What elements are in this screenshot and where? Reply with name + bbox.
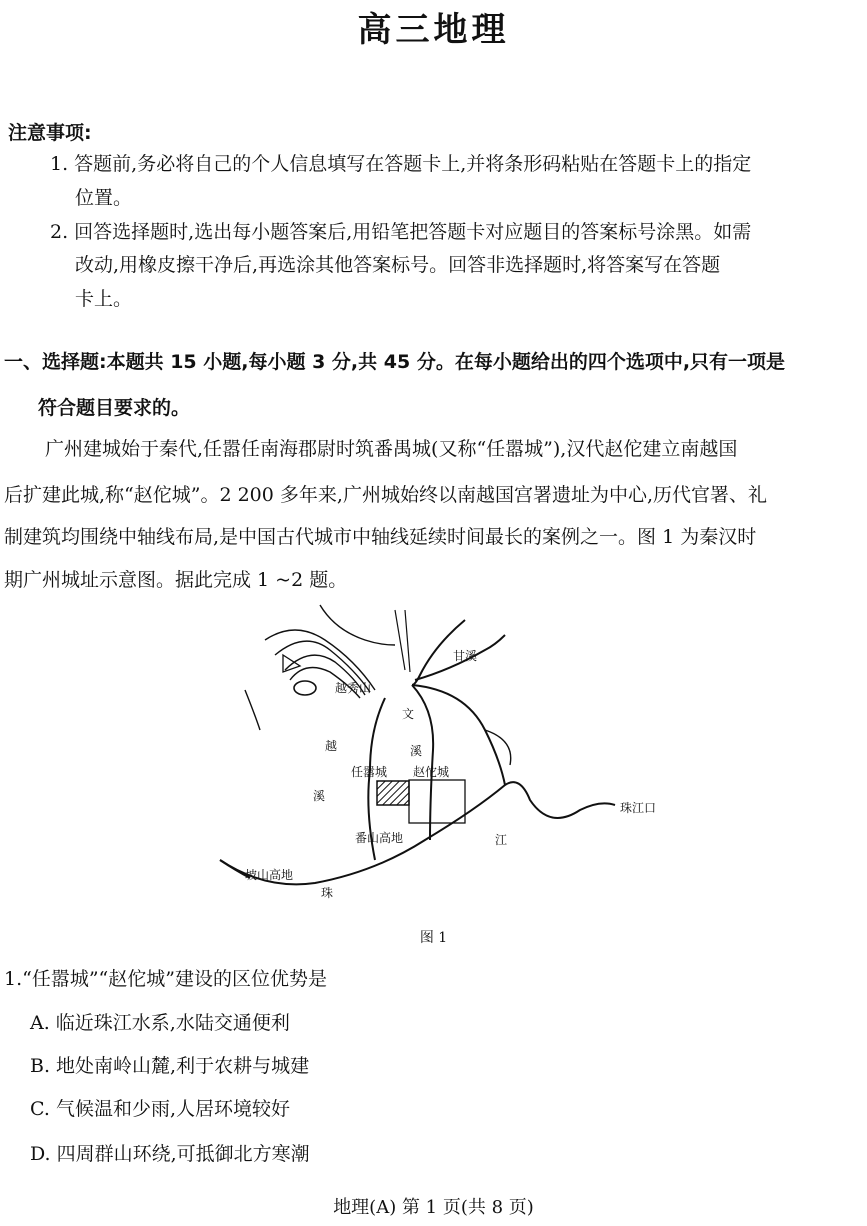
notice-item-2-line-2: 改动,用橡皮擦干净后,再选涂其他答案标号。回答非选择题时,将答案写在答题 bbox=[75, 254, 721, 276]
question-1-option-c: C. 气候温和少雨,人居环境较好 bbox=[30, 1098, 290, 1120]
notice-item-2-line-1: 2. 回答选择题时,选出每小题答案后,用铅笔把答题卡对应题目的答案标号涂黑。如需 bbox=[50, 221, 752, 243]
label-xi-1: 溪 bbox=[410, 744, 423, 758]
stream-north-2 bbox=[405, 610, 410, 672]
label-yue: 越 bbox=[325, 739, 338, 753]
label-panyu-gaodi: 番山高地 bbox=[355, 831, 404, 845]
label-ganxi: 甘溪 bbox=[453, 649, 478, 663]
label-xi-2: 溪 bbox=[313, 789, 326, 803]
notice-item-2-line-3: 卡上。 bbox=[75, 288, 133, 310]
stream-wenxi bbox=[412, 685, 433, 840]
renxiao-city-site bbox=[377, 781, 409, 805]
label-renxiaocheng: 任嚣城 bbox=[351, 765, 388, 779]
section-heading-line-1: 一、选择题:本题共 15 小题,每小题 3 分,共 45 分。在每小题给出的四个选项中,只有一项是 bbox=[4, 351, 786, 373]
west-arc bbox=[245, 690, 260, 730]
notice-item-1-line-2: 位置。 bbox=[75, 187, 133, 209]
notice-heading: 注意事项: bbox=[8, 122, 92, 144]
passage-line-1: 广州建城始于秦代,任嚣任南海郡尉时筑番禺城(又称“任嚣城”),汉代赵佗建立南越国 bbox=[45, 438, 738, 460]
north-arc bbox=[320, 605, 395, 645]
question-1-option-b: B. 地处南岭山麓,利于农耕与城建 bbox=[30, 1055, 310, 1077]
label-zhaotuocheng: 赵佗城 bbox=[413, 765, 450, 779]
label-zhujiangkou: 珠江口 bbox=[620, 801, 657, 815]
label-yuexiushan: 越秀山 bbox=[335, 681, 372, 695]
label-poshan-gaodi: 坡山高地 bbox=[245, 868, 294, 882]
passage-line-3: 制建筑均围绕中轴线布局,是中国古代城市中轴线延续时间最长的案例之一。图 1 为秦汉时 bbox=[4, 526, 757, 548]
question-1-stem: 1.“任嚣城”“赵佗城”建设的区位优势是 bbox=[4, 968, 327, 990]
passage-line-4: 期广州城址示意图。据此完成 1 ~2 题。 bbox=[4, 569, 348, 591]
section-heading-line-2: 符合题目要求的。 bbox=[38, 397, 191, 419]
stream-north-1 bbox=[395, 610, 405, 670]
notice-item-1-line-1: 1. 答题前,务必将自己的个人信息填写在答题卡上,并将条形码粘贴在答题卡上的指定 bbox=[50, 153, 752, 175]
label-zhu: 珠 bbox=[321, 886, 334, 900]
guangzhou-site-map bbox=[205, 600, 685, 920]
passage-line-2: 后扩建此城,称“赵佗城”。2 200 多年来,广州城始终以南越国宫署遗址为中心,历代官署、礼 bbox=[4, 484, 767, 506]
yuexiu-hill-peak bbox=[294, 681, 316, 695]
question-1-option-d: D. 四周群山环绕,可抵御北方寒潮 bbox=[30, 1143, 310, 1165]
figure-caption: 图 1 bbox=[419, 930, 448, 946]
page-title: 高三地理 bbox=[357, 10, 510, 50]
page-footer: 地理(A) 第 1 页(共 8 页) bbox=[333, 1197, 534, 1218]
label-jiang: 江 bbox=[495, 833, 508, 847]
label-wen: 文 bbox=[402, 707, 415, 721]
zhaotuo-city-site bbox=[409, 780, 465, 823]
question-1-option-a: A. 临近珠江水系,水陆交通便利 bbox=[30, 1012, 290, 1034]
